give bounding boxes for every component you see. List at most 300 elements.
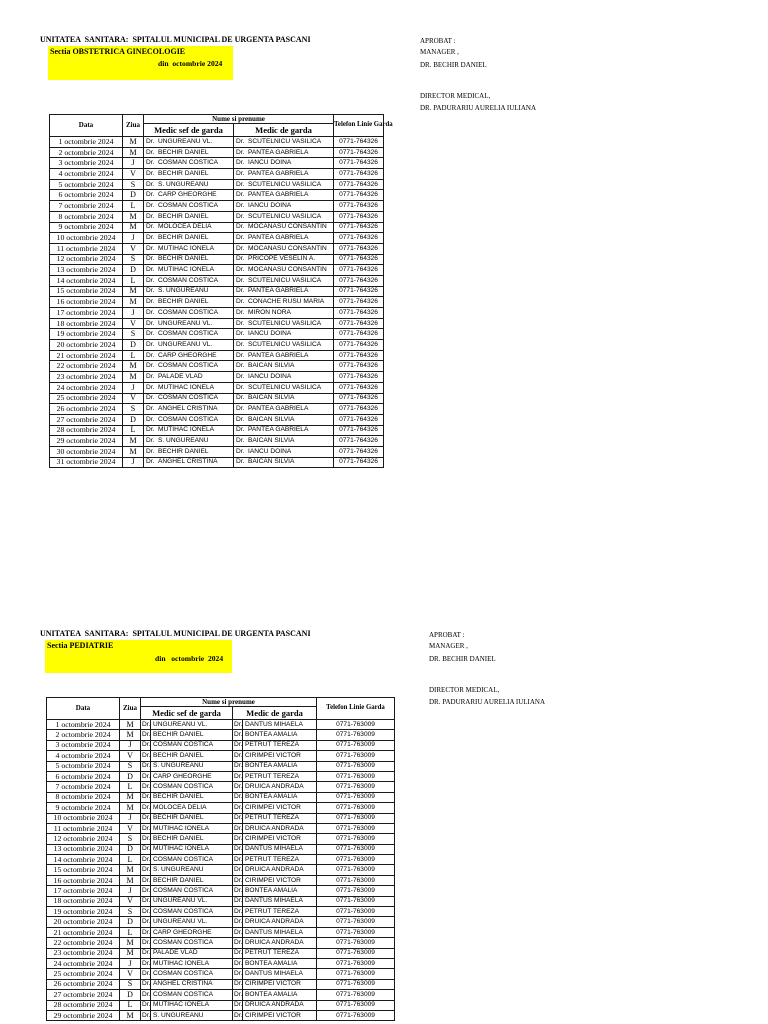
doctor-name: SCUTELNICU VASILICA <box>248 319 322 327</box>
weekday-cell: J <box>120 813 141 823</box>
date-cell: 6 octombrie 2024 <box>47 771 120 781</box>
date-cell: 3 octombrie 2024 <box>50 158 123 169</box>
phone-cell: 0771-763009 <box>317 1010 395 1020</box>
doctor-prefix: Dr. <box>233 782 243 792</box>
phone-cell: 0771-763009 <box>317 990 395 1000</box>
doctor-prefix: Dr. <box>141 761 151 771</box>
weekday-cell: M <box>120 1010 141 1020</box>
weekday-cell: M <box>120 938 141 948</box>
date-cell: 9 octombrie 2024 <box>50 222 123 233</box>
date-cell: 19 octombrie 2024 <box>50 329 123 340</box>
table-row <box>50 425 384 436</box>
doctor-name: PANTEA GABRIELA <box>248 426 309 434</box>
chief-doctor-cell <box>144 446 234 457</box>
doctor-prefix: Dr. <box>233 958 243 968</box>
duty-doctor-cell <box>234 275 334 286</box>
table-row <box>47 740 395 750</box>
weekday-cell: M <box>120 792 141 802</box>
date-cell: 21 octombrie 2024 <box>50 350 123 361</box>
date-cell: 1 octombrie 2024 <box>50 137 123 148</box>
duty-doctor-cell: PETRUT TEREZA <box>243 813 317 823</box>
doctor-prefix: Dr. <box>146 169 155 177</box>
chief-doctor-cell <box>144 318 234 329</box>
table-row <box>47 720 395 730</box>
duty-doctor-cell <box>234 254 334 265</box>
header-duty-doctor: Medic de garda <box>233 707 317 720</box>
duty-doctor-cell: PETRUT TEREZA <box>243 948 317 958</box>
header-date: Data <box>50 115 123 137</box>
table-row <box>47 855 395 865</box>
phone-cell: 0771-763009 <box>317 720 395 730</box>
header-phone: Telefon Linie Garda <box>317 698 395 720</box>
table-row <box>50 382 384 393</box>
table-row <box>50 436 384 447</box>
duty-doctor-cell <box>234 340 334 351</box>
duty-doctor-cell: CIRIMPEI VICTOR <box>243 1010 317 1020</box>
weekday-cell: D <box>120 844 141 854</box>
weekday-cell: M <box>123 436 144 447</box>
date-cell: 26 octombrie 2024 <box>47 979 120 989</box>
weekday-cell: M <box>123 147 144 158</box>
doctor-prefix: Dr. <box>233 823 243 833</box>
date-cell: 7 octombrie 2024 <box>50 201 123 212</box>
table-row <box>50 233 384 244</box>
phone-cell: 0771-764326 <box>334 308 384 319</box>
doctor-prefix: Dr. <box>236 223 245 231</box>
doctor-name: MUTIHAC IONELA <box>158 244 215 252</box>
doctor-prefix: Dr. <box>141 927 151 937</box>
phone-cell: 0771-763009 <box>317 958 395 968</box>
weekday-cell: J <box>123 457 144 468</box>
weekday-cell: L <box>120 927 141 937</box>
weekday-cell: D <box>123 265 144 276</box>
doctor-prefix: Dr. <box>233 907 243 917</box>
table-row <box>50 457 384 468</box>
duty-doctor-cell: CIRIMPEI VICTOR <box>243 979 317 989</box>
weekday-cell: D <box>120 990 141 1000</box>
doctor-name: COSMAN COSTICA <box>158 330 219 338</box>
weekday-cell: D <box>120 917 141 927</box>
duty-doctor-cell <box>234 233 334 244</box>
duty-doctor-cell <box>234 179 334 190</box>
doctor-name: BECHIR DANIEL <box>158 255 209 263</box>
doctor-name: S. UNGUREANU <box>158 287 209 295</box>
doctor-prefix: Dr. <box>141 813 151 823</box>
phone-cell: 0771-763009 <box>317 917 395 927</box>
phone-cell: 0771-763009 <box>317 740 395 750</box>
doctor-name: MOLOCEA DELIA <box>158 223 212 231</box>
weekday-cell: M <box>123 297 144 308</box>
date-cell: 27 octombrie 2024 <box>50 414 123 425</box>
chief-doctor-cell: MUTIHAC IONELA <box>151 844 233 854</box>
date-cell: 6 octombrie 2024 <box>50 190 123 201</box>
weekday-cell: M <box>120 875 141 885</box>
date-cell: 22 octombrie 2024 <box>47 938 120 948</box>
header-name-group: Nume si prenume <box>144 115 334 124</box>
table-row <box>50 297 384 308</box>
chief-doctor-cell <box>144 190 234 201</box>
weekday-cell: M <box>123 211 144 222</box>
weekday-cell: M <box>123 446 144 457</box>
weekday-cell: M <box>123 286 144 297</box>
chief-doctor-cell <box>144 382 234 393</box>
doctor-prefix: Dr. <box>236 212 245 220</box>
schedule-period: din octombrie 2024 <box>155 654 224 663</box>
date-cell: 25 octombrie 2024 <box>50 393 123 404</box>
doctor-name: MIRON NORA <box>248 308 291 316</box>
duty-doctor-cell: BONTEA AMALIA <box>243 761 317 771</box>
doctor-prefix: Dr. <box>141 938 151 948</box>
weekday-cell: S <box>120 979 141 989</box>
date-cell: 11 octombrie 2024 <box>50 243 123 254</box>
date-cell: 8 octombrie 2024 <box>50 211 123 222</box>
table-row <box>50 265 384 276</box>
chief-doctor-cell: BECHIR DANIEL <box>151 875 233 885</box>
doctor-prefix: Dr. <box>146 308 155 316</box>
weekday-cell: L <box>123 350 144 361</box>
table-row <box>50 393 384 404</box>
table-row <box>50 211 384 222</box>
doctor-name: PALADE VLAD <box>158 372 203 380</box>
chief-doctor-cell: MUTIHAC IONELA <box>151 823 233 833</box>
doctor-name: SCUTELNICU VASILICA <box>248 137 322 145</box>
table-row <box>47 886 395 896</box>
duty-doctor-cell: BONTEA AMALIA <box>243 990 317 1000</box>
duty-roster-table <box>49 114 393 468</box>
weekday-cell: D <box>123 190 144 201</box>
header-weekday: Ziua <box>120 698 141 720</box>
duty-doctor-cell <box>234 329 334 340</box>
doctor-name: MUTIHAC IONELA <box>158 266 215 274</box>
doctor-name: MOCANASU CONSANTIN <box>248 244 327 252</box>
doctor-prefix: Dr. <box>141 917 151 927</box>
doctor-prefix: Dr. <box>233 761 243 771</box>
chief-doctor-cell <box>144 297 234 308</box>
medical-director-name: DR. PADURARIU AURELIA IULIANA <box>420 103 537 112</box>
phone-cell: 0771-763009 <box>317 865 395 875</box>
doctor-prefix: Dr. <box>236 169 245 177</box>
weekday-cell: V <box>123 169 144 180</box>
doctor-name: PANTEA GABRIELA <box>248 169 309 177</box>
doctor-prefix: Dr. <box>141 771 151 781</box>
table-row <box>47 875 395 885</box>
doctor-prefix: Dr. <box>236 255 245 263</box>
date-cell: 9 octombrie 2024 <box>47 803 120 813</box>
chief-doctor-cell <box>144 286 234 297</box>
doctor-name: BAICAN SILVIA <box>248 415 295 423</box>
doctor-name: ANGHEL CRISTINA <box>158 405 218 413</box>
weekday-cell: L <box>120 855 141 865</box>
doctor-prefix: Dr. <box>146 415 155 423</box>
table-row <box>47 771 395 781</box>
doctor-prefix: Dr. <box>141 803 151 813</box>
date-cell: 12 octombrie 2024 <box>50 254 123 265</box>
duty-doctor-cell <box>234 169 334 180</box>
table-row <box>50 372 384 383</box>
doctor-prefix: Dr. <box>141 948 151 958</box>
doctor-name: CONACHE RUSU MARIA <box>248 298 325 306</box>
date-cell: 22 octombrie 2024 <box>50 361 123 372</box>
doctor-name: COSMAN COSTICA <box>158 159 219 167</box>
doctor-name: PANTEA GABRIELA <box>248 405 309 413</box>
phone-cell: 0771-764326 <box>334 361 384 372</box>
doctor-name: IANCU DOINA <box>248 372 292 380</box>
chief-doctor-cell: S. UNGUREANU <box>151 761 233 771</box>
doctor-name: SCUTELNICU VASILICA <box>248 212 322 220</box>
duty-doctor-cell <box>234 243 334 254</box>
phone-cell: 0771-764326 <box>334 265 384 276</box>
duty-doctor-cell <box>234 265 334 276</box>
doctor-prefix: Dr. <box>233 979 243 989</box>
schedule-period: din octombrie 2024 <box>158 59 223 68</box>
doctor-prefix: Dr. <box>233 834 243 844</box>
phone-cell: 0771-764326 <box>334 329 384 340</box>
date-cell: 29 octombrie 2024 <box>47 1010 120 1020</box>
doctor-prefix: Dr. <box>146 137 155 145</box>
table-row <box>47 958 395 968</box>
doctor-name: PANTEA GABRIELA <box>248 287 309 295</box>
weekday-cell: M <box>123 137 144 148</box>
doctor-prefix: Dr. <box>146 287 155 295</box>
phone-cell: 0771-763009 <box>317 834 395 844</box>
header-date: Data <box>47 698 120 720</box>
date-cell: 18 octombrie 2024 <box>47 896 120 906</box>
doctor-name: PRICOPE VESELIN A. <box>248 255 316 263</box>
doctor-prefix: Dr. <box>236 319 245 327</box>
doctor-name: COSMAN COSTICA <box>158 394 219 402</box>
doctor-name: COSMAN COSTICA <box>158 308 219 316</box>
date-cell: 28 octombrie 2024 <box>47 1000 120 1010</box>
doctor-prefix: Dr. <box>233 844 243 854</box>
date-cell: 10 octombrie 2024 <box>47 813 120 823</box>
doctor-name: SCUTELNICU VASILICA <box>248 383 322 391</box>
doctor-prefix: Dr. <box>236 405 245 413</box>
weekday-cell: V <box>123 393 144 404</box>
chief-doctor-cell: COSMAN COSTICA <box>151 990 233 1000</box>
duty-doctor-cell: PETRUT TEREZA <box>243 855 317 865</box>
doctor-prefix: Dr. <box>146 276 155 284</box>
header-chief-doctor: Medic sef de garda <box>141 707 233 720</box>
duty-doctor-cell: DRUICA ANDRADA <box>243 865 317 875</box>
table-row <box>47 927 395 937</box>
hospital-unit-title: UNITATEA SANITARA: SPITALUL MUNICIPAL DE URGENTA PASCANI <box>40 35 311 44</box>
table-row <box>47 938 395 948</box>
duty-doctor-cell <box>234 372 334 383</box>
doctor-prefix: Dr. <box>146 330 155 338</box>
doctor-prefix: Dr. <box>141 730 151 740</box>
weekday-cell: V <box>120 751 141 761</box>
doctor-prefix: Dr. <box>146 191 155 199</box>
weekday-cell: L <box>123 275 144 286</box>
duty-doctor-cell: DANTUS MIHAELA <box>243 927 317 937</box>
doctor-prefix: Dr. <box>146 405 155 413</box>
date-cell: 28 octombrie 2024 <box>50 425 123 436</box>
doctor-prefix: Dr. <box>146 201 155 209</box>
doctor-prefix: Dr. <box>146 426 155 434</box>
table-row <box>47 865 395 875</box>
doctor-prefix: Dr. <box>233 730 243 740</box>
doctor-prefix: Dr. <box>141 979 151 989</box>
medical-director-title: DIRECTOR MEDICAL, <box>420 91 491 100</box>
weekday-cell: V <box>120 823 141 833</box>
chief-doctor-cell: BECHIR DANIEL <box>151 751 233 761</box>
doctor-prefix: Dr. <box>236 298 245 306</box>
table-row <box>47 979 395 989</box>
duty-doctor-cell <box>234 137 334 148</box>
weekday-cell: S <box>120 834 141 844</box>
doctor-prefix: Dr. <box>233 792 243 802</box>
doctor-prefix: Dr. <box>236 191 245 199</box>
date-cell: 15 octombrie 2024 <box>50 286 123 297</box>
duty-doctor-cell <box>234 425 334 436</box>
weekday-cell: L <box>120 782 141 792</box>
chief-doctor-cell: BECHIR DANIEL <box>151 792 233 802</box>
phone-cell: 0771-763009 <box>317 844 395 854</box>
doctor-name: BAICAN SILVIA <box>248 394 295 402</box>
chief-doctor-cell: S. UNGUREANU <box>151 1010 233 1020</box>
doctor-name: CARP GHEORGHE <box>158 191 217 199</box>
chief-doctor-cell: MUTIHAC IONELA <box>151 1000 233 1010</box>
chief-doctor-cell <box>144 308 234 319</box>
doctor-name: MOCANASU CONSANTIN <box>248 266 327 274</box>
date-cell: 20 octombrie 2024 <box>50 340 123 351</box>
date-cell: 11 octombrie 2024 <box>47 823 120 833</box>
table-row <box>47 823 395 833</box>
manager-name: DR. BECHIR DANIEL <box>429 654 496 663</box>
doctor-prefix: Dr. <box>233 969 243 979</box>
date-cell: 13 octombrie 2024 <box>50 265 123 276</box>
doctor-name: BECHIR DANIEL <box>158 169 209 177</box>
chief-doctor-cell <box>144 361 234 372</box>
doctor-name: MOCANASU CONSANTIN <box>248 223 327 231</box>
date-cell: 21 octombrie 2024 <box>47 927 120 937</box>
duty-doctor-cell <box>234 382 334 393</box>
duty-doctor-cell: PETRUT TEREZA <box>243 907 317 917</box>
duty-doctor-cell <box>234 404 334 415</box>
doctor-name: BECHIR DANIEL <box>158 148 209 156</box>
chief-doctor-cell <box>144 201 234 212</box>
table-row <box>50 361 384 372</box>
weekday-cell: J <box>120 740 141 750</box>
doctor-prefix: Dr. <box>146 223 155 231</box>
phone-cell: 0771-763009 <box>317 792 395 802</box>
table-row <box>47 803 395 813</box>
chief-doctor-cell: COSMAN COSTICA <box>151 855 233 865</box>
date-cell: 31 octombrie 2024 <box>50 457 123 468</box>
table-row <box>47 834 395 844</box>
doctor-prefix: Dr. <box>236 234 245 242</box>
doctor-prefix: Dr. <box>236 351 245 359</box>
table-row <box>47 751 395 761</box>
chief-doctor-cell <box>144 350 234 361</box>
duty-doctor-cell: CIRIMPEI VICTOR <box>243 751 317 761</box>
chief-doctor-cell <box>144 158 234 169</box>
phone-cell: 0771-763009 <box>317 782 395 792</box>
doctor-prefix: Dr. <box>146 383 155 391</box>
doctor-prefix: Dr. <box>146 148 155 156</box>
doctor-prefix: Dr. <box>146 351 155 359</box>
date-cell: 10 octombrie 2024 <box>50 233 123 244</box>
date-cell: 14 octombrie 2024 <box>50 275 123 286</box>
table-row <box>47 896 395 906</box>
duty-doctor-cell: DRUICA ANDRADA <box>243 1000 317 1010</box>
chief-doctor-cell <box>144 340 234 351</box>
doctor-prefix: Dr. <box>236 287 245 295</box>
table-row <box>47 792 395 802</box>
phone-cell: 0771-763009 <box>317 948 395 958</box>
chief-doctor-cell: ANGHEL CRISTINA <box>151 979 233 989</box>
doctor-prefix: Dr. <box>141 896 151 906</box>
phone-cell: 0771-764326 <box>334 169 384 180</box>
doctor-name: PANTEA GABRIELA <box>248 148 309 156</box>
doctor-name: UNGUREANU VL. <box>158 319 213 327</box>
duty-doctor-cell <box>234 436 334 447</box>
date-cell: 19 octombrie 2024 <box>47 907 120 917</box>
weekday-cell: D <box>123 414 144 425</box>
doctor-prefix: Dr. <box>236 201 245 209</box>
doctor-name: SCUTELNICU VASILICA <box>248 180 322 188</box>
date-cell: 14 octombrie 2024 <box>47 855 120 865</box>
doctor-prefix: Dr. <box>141 958 151 968</box>
chief-doctor-cell <box>144 457 234 468</box>
phone-cell: 0771-764326 <box>334 340 384 351</box>
approval-label: APROBAT : <box>429 630 465 639</box>
doctor-prefix: Dr. <box>233 771 243 781</box>
chief-doctor-cell <box>144 329 234 340</box>
doctor-prefix: Dr. <box>236 276 245 284</box>
doctor-prefix: Dr. <box>146 372 155 380</box>
duty-doctor-cell <box>234 297 334 308</box>
doctor-prefix: Dr. <box>146 458 155 466</box>
weekday-cell: S <box>123 254 144 265</box>
chief-doctor-cell: UNGUREANU VL. <box>151 720 233 730</box>
table-row <box>47 948 395 958</box>
doctor-prefix: Dr. <box>146 447 155 455</box>
weekday-cell: S <box>120 907 141 917</box>
chief-doctor-cell: MOLOCEA DELIA <box>151 803 233 813</box>
header-name-group: Nume si prenume <box>141 698 317 707</box>
doctor-prefix: Dr. <box>236 415 245 423</box>
approval-label: APROBAT : <box>420 36 456 45</box>
date-cell: 1 octombrie 2024 <box>47 720 120 730</box>
doctor-prefix: Dr. <box>146 340 155 348</box>
table-row <box>50 318 384 329</box>
duty-doctor-cell: DANTUS MIHAELA <box>243 969 317 979</box>
table-row <box>47 844 395 854</box>
table-row <box>47 782 395 792</box>
chief-doctor-cell <box>144 179 234 190</box>
department-name: Sectia OBSTETRICA GINECOLOGIE <box>50 47 186 56</box>
phone-cell: 0771-764326 <box>334 286 384 297</box>
date-cell: 13 octombrie 2024 <box>47 844 120 854</box>
chief-doctor-cell: CARP GHEORGHE <box>151 771 233 781</box>
doctor-name: SCUTELNICU VASILICA <box>248 340 322 348</box>
duty-doctor-cell <box>234 350 334 361</box>
doctor-name: COSMAN COSTICA <box>158 362 219 370</box>
phone-cell: 0771-763009 <box>317 823 395 833</box>
doctor-prefix: Dr. <box>141 740 151 750</box>
weekday-cell: M <box>120 948 141 958</box>
doctor-prefix: Dr. <box>233 875 243 885</box>
chief-doctor-cell: CARP GHEORGHE <box>151 927 233 937</box>
table-row <box>50 329 384 340</box>
chief-doctor-cell <box>144 137 234 148</box>
department-highlight <box>45 640 232 673</box>
duty-doctor-cell: DANTUS MIHAELA <box>243 896 317 906</box>
phone-cell: 0771-764326 <box>334 414 384 425</box>
duty-doctor-cell <box>234 201 334 212</box>
doctor-prefix: Dr. <box>236 266 245 274</box>
